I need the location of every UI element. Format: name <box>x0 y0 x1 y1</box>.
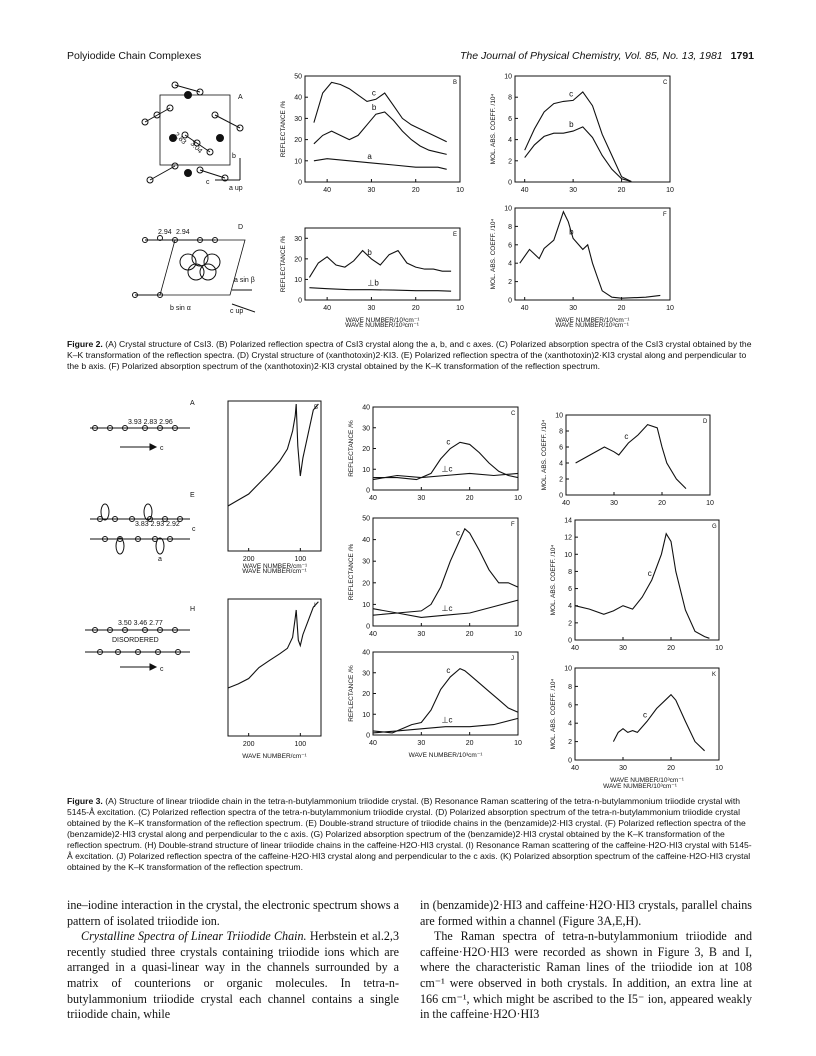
body-column-right <box>420 898 752 1023</box>
fig2-label-a: A <box>238 94 243 101</box>
y-tick-label-3K-8: 8 <box>568 683 572 691</box>
x-tick-label-3J-20: 20 <box>465 740 474 747</box>
y-tick-label-3G-4: 4 <box>568 603 572 611</box>
y-tick-label-2C-8: 8 <box>508 94 512 102</box>
series-line-2F-b <box>520 212 661 299</box>
y-tick-label-2F-0: 0 <box>508 297 512 305</box>
x-tick-label-2C-40: 40 <box>520 187 529 194</box>
x-tick-label-3J-30: 30 <box>417 740 426 747</box>
chart-3D <box>541 413 714 508</box>
y-tick-label-2B-40: 40 <box>294 94 302 102</box>
x-tick-label-2E-40: 40 <box>323 305 332 312</box>
series-label-3F-c: c <box>456 528 460 538</box>
y-tick-label-3G-14: 14 <box>564 517 572 525</box>
y-tick-label-2F-2: 2 <box>508 279 512 287</box>
y-axis-label-2C: MOL. ABS. COEFF. /10⁴ <box>490 93 497 165</box>
series-label-2E-b: b <box>367 247 372 257</box>
series-label-3G-c: c <box>647 569 652 578</box>
x-tick-label-2C-30: 30 <box>569 187 578 194</box>
y-tick-label-2F-10: 10 <box>504 205 512 213</box>
y-tick-label-3D-8: 8 <box>559 428 563 436</box>
panel-label-2E: E <box>453 232 458 238</box>
y-axis-label-3K: MOL. ABS. COEFF. /10⁴ <box>550 678 557 750</box>
figure2-caption-label: Figure 2. <box>67 339 103 349</box>
series-line-3F-c <box>373 529 518 613</box>
journal-citation: The Journal of Physical Chemistry, Vol. 85, No. 13, 1981 <box>460 50 723 62</box>
x-tick-label-2F-20: 20 <box>617 305 626 312</box>
y-tick-label-2C-2: 2 <box>508 158 512 166</box>
fig2-xlabel-left: WAVE NUMBER/10³cm⁻¹ <box>345 322 419 329</box>
series-label-3C-⊥c: ⊥c <box>441 464 453 474</box>
y-tick-label-2B-10: 10 <box>294 158 302 166</box>
fig3h-disordered: DISORDERED <box>112 637 159 644</box>
fig2a-structure <box>142 82 243 183</box>
paragraph-left-2-text: Herbstein et al.2,3 recently studied three crystals containing triiodide ions which are arranged in a quasi-linear way in the channels surrounded by a matrix of counterions or organic molecules. In tetra-n-butylammonium triiodide crystal each channel contains a single triiodide chain, while <box>67 929 399 1022</box>
y-tick-label-3J-20: 20 <box>362 691 370 698</box>
figure2-caption <box>67 339 753 372</box>
x-tick-label-3K-40: 40 <box>571 765 579 772</box>
chart-3I <box>228 599 321 760</box>
fig3e-structure <box>90 504 190 554</box>
chart-2B <box>280 74 464 195</box>
y-tick-label-2E-0: 0 <box>298 297 302 305</box>
x-tick-label-3C-20: 20 <box>465 495 474 502</box>
chart-3B <box>228 401 321 575</box>
x-tick-label-2B-10: 10 <box>456 187 464 194</box>
x-tick-label-3D-20: 20 <box>658 500 666 507</box>
y-tick-label-3C-40: 40 <box>362 404 370 412</box>
x-tick-label-3K-20: 20 <box>667 765 675 772</box>
series-line-2C-c <box>525 92 632 182</box>
y-tick-label-2B-50: 50 <box>294 73 302 81</box>
figure3-caption-text: (A) Structure of linear triiodide chain in the tetra-n-butylammonium triiodide crystal. (B) Resonance Raman scattering of the tetra-n-butylammonium triiodide crystal with 5145-Å excitation. (C) Polarized reflection spectra of the tetra-n-butylammonium triiodide crystal. (D) Polarized absorption spectrum of the tetra-n-butylammonium triiodide crystal obtained by the K–K transformation of the reflection spectrum. (E) Double-strand structure of triiodide chains in the (benzamide)2·HI3 crystal. (F) Polarized reflection spectra of the (benzamide)2·HI3 crystal along and perpendicular to the c axis. (G) Polarized absorption spectrum of the (benzamide)2·HI3 crystal obtained by the K–K transformation of the reflection spectrum. (H) Double-strand structure of linear triiodide chains in the caffeine·H2O·HI3 crystal. (I) Resonance Raman scattering of the caffeine·H2O·HI3 crystal with 5145-Å excitation. (J) Polarized reflection spectra of the caffeine·H2O·HI3 crystal along and perpendicular to the c axis. (K) Polarized absorption spectrum of the caffeine·H2O·HI3 crystal obtained by the K–K transformation of the reflection spectrum. <box>67 796 752 872</box>
series-line-3C-⊥c <box>373 473 518 479</box>
panel-label-3F: F <box>511 522 515 528</box>
fig2d-asin: a sin β <box>234 277 255 284</box>
x-tick-label-3F-20: 20 <box>465 631 474 638</box>
y-tick-label-3K-10: 10 <box>564 665 572 673</box>
panel-label-3K: K <box>712 672 717 678</box>
y-axis-label-3D: MOL. ABS. COEFF. /10⁴ <box>541 419 548 491</box>
y-tick-label-3K-0: 0 <box>568 757 572 765</box>
y-tick-label-3D-10: 10 <box>555 412 563 420</box>
chart-3G <box>550 518 723 653</box>
x-axis-label-3K: WAVE NUMBER/10³cm⁻¹ <box>610 777 684 784</box>
y-tick-label-3G-8: 8 <box>568 568 572 576</box>
y-tick-label-3J-10: 10 <box>362 711 370 719</box>
x-tick-label-3G-40: 40 <box>571 645 579 652</box>
fig3h-structure <box>85 628 190 671</box>
fig3h-dists: 3.50 3.46 2.77 <box>118 620 163 627</box>
x-tick-label-2E-20: 20 <box>411 305 420 312</box>
y-tick-label-3G-0: 0 <box>568 637 572 645</box>
running-header-left: Polyiodide Chain Complexes <box>67 50 202 62</box>
y-tick-label-3F-0: 0 <box>366 623 370 631</box>
chart-frame-3I <box>228 599 321 736</box>
y-tick-label-3F-50: 50 <box>362 515 370 523</box>
panel-label-3D: D <box>703 419 708 425</box>
x-tick-label-2C-10: 10 <box>666 187 674 194</box>
y-tick-label-3F-30: 30 <box>362 558 370 566</box>
y-axis-label-3F: REFLECTANCE /% <box>348 543 355 601</box>
y-tick-label-2F-4: 4 <box>508 260 512 268</box>
x-tick-label-3I-100: 100 <box>294 741 307 748</box>
paragraph-left-1: ine–iodine interaction in the crystal, the electronic spectrum shows a pattern of isolated triiodide ion. <box>67 898 399 928</box>
y-tick-label-3D-0: 0 <box>559 492 563 500</box>
fig2d-cup: c up <box>230 308 244 315</box>
paragraph-right-2: The Raman spectra of tetra-n-butylammonium triiodide and caffeine·H2O·HI3 were recorded as shown in Figure 3, B and I, where the characteristic Raman lines of the triiodide ion at 108 cm⁻¹ were observed in both crystals. In addition, an extra line at 166 cm⁻¹, which might be ascribed to the I5⁻ ion, appeared weakly in the caffeine·H2O·HI3 <box>420 929 752 1022</box>
y-tick-label-3C-10: 10 <box>362 466 370 474</box>
paragraph-right-1: in (benzamide)2·HI3 and caffeine·H2O·HI3 crystals, parallel chains are formed within a channel (Figure 3A,E,H). <box>420 898 752 928</box>
y-tick-label-3D-2: 2 <box>559 476 563 484</box>
fig3e-axis: c <box>192 526 196 533</box>
figure3-caption <box>67 796 753 873</box>
fig2a-dist2: 3.04 <box>188 140 204 156</box>
y-tick-label-2E-10: 10 <box>294 276 302 284</box>
x-tick-label-2F-10: 10 <box>666 305 674 312</box>
series-label-3C-c: c <box>446 437 451 447</box>
figure3-caption-label: Figure 3. <box>67 796 103 806</box>
series-label-2B-c: c <box>371 88 376 98</box>
fig3a-dists: 3.93 2.83 2.96 <box>128 419 173 426</box>
fig3-raman-xlabel-b: WAVE NUMBER/cm⁻¹ <box>242 563 308 570</box>
y-tick-label-2B-20: 20 <box>294 137 302 145</box>
x-tick-label-3F-30: 30 <box>417 631 426 638</box>
series-label-2E-⊥b: ⊥b <box>367 278 379 288</box>
y-tick-label-2E-30: 30 <box>294 235 302 243</box>
x-tick-label-3D-10: 10 <box>706 500 714 507</box>
chart-frame-2B <box>305 76 460 182</box>
series-line-2B-c <box>314 82 447 141</box>
chart-frame-3K <box>575 668 719 760</box>
series-line-2E-b <box>309 251 451 278</box>
x-tick-label-3G-30: 30 <box>619 645 627 652</box>
series-label-3K-c: c <box>643 710 647 720</box>
y-tick-label-2F-6: 6 <box>508 242 512 250</box>
chart-3J <box>348 650 522 760</box>
x-tick-label-2B-40: 40 <box>323 187 332 194</box>
x-tick-label-3B-100: 100 <box>294 556 307 563</box>
y-tick-label-3D-6: 6 <box>559 444 563 452</box>
chart-3F <box>348 516 522 639</box>
y-tick-label-2B-30: 30 <box>294 115 302 123</box>
x-axis-label-2E: WAVE NUMBER/10³cm⁻¹ <box>345 317 420 324</box>
x-tick-label-3C-40: 40 <box>369 495 377 502</box>
panel-label-2B: B <box>453 80 458 86</box>
y-axis-label-3J: REFLECTANCE /% <box>348 665 355 722</box>
series-line-2B-b <box>314 112 447 154</box>
x-tick-label-3C-10: 10 <box>514 495 522 502</box>
y-tick-label-3G-6: 6 <box>568 586 572 594</box>
panel-label-3C: C <box>511 411 516 417</box>
series-line-3I-raman <box>228 602 318 688</box>
y-tick-label-2C-6: 6 <box>508 115 512 123</box>
panel-label-3I: I <box>314 603 316 609</box>
section-heading: Crystalline Spectra of Linear Triiodide Chain. <box>81 929 307 944</box>
x-tick-label-3G-10: 10 <box>715 645 723 652</box>
series-line-3B-raman <box>228 404 318 506</box>
y-tick-label-3J-0: 0 <box>366 732 370 740</box>
y-tick-label-3F-20: 20 <box>362 580 370 588</box>
y-tick-label-2B-0: 0 <box>298 179 302 187</box>
x-tick-label-3B-200: 200 <box>242 556 255 563</box>
fig2a-axis-c: c <box>206 179 210 186</box>
series-line-3D-c <box>576 425 686 489</box>
chart-2E <box>280 228 464 324</box>
y-tick-label-3J-40: 40 <box>362 649 370 657</box>
x-tick-label-2F-30: 30 <box>569 305 578 312</box>
x-tick-label-3I-200: 200 <box>242 741 255 748</box>
series-label-2C-b: b <box>569 120 574 130</box>
y-axis-label-3G: MOL. ABS. COEFF. /10⁴ <box>550 544 557 616</box>
x-axis-label-3B: WAVE NUMBER/cm⁻¹ <box>242 568 307 575</box>
panel-label-2C: C <box>663 80 668 86</box>
series-line-2B-a <box>314 159 447 170</box>
series-label-2F-b: b <box>569 227 574 237</box>
x-tick-label-3D-30: 30 <box>610 500 618 507</box>
chart-frame-3G <box>575 520 719 640</box>
x-tick-label-3F-40: 40 <box>369 631 377 638</box>
y-axis-label-3C: REFLECTANCE /% <box>348 420 355 477</box>
fig3e-lbl: a <box>158 556 162 563</box>
x-tick-label-3J-10: 10 <box>514 740 522 747</box>
chart-3C <box>348 405 522 503</box>
fig3a-structure <box>90 426 190 451</box>
fig2d-dist1: 2.94 <box>158 229 172 236</box>
y-tick-label-3C-30: 30 <box>362 425 370 433</box>
chart-frame-2F <box>515 208 670 300</box>
fig2a-axis-b: b <box>232 153 236 160</box>
x-tick-label-2B-30: 30 <box>367 187 376 194</box>
fig3-xlabel-k: WAVE NUMBER/10³cm⁻¹ <box>603 783 677 790</box>
fig2-xlabel-right: WAVE NUMBER/10³cm⁻¹ <box>555 322 629 329</box>
chart-frame-2C <box>515 76 670 182</box>
x-tick-label-2E-10: 10 <box>456 305 464 312</box>
series-label-2B-b: b <box>371 103 377 113</box>
x-tick-label-3K-30: 30 <box>619 765 627 772</box>
x-tick-label-3J-40: 40 <box>369 740 377 747</box>
chart-2C <box>490 74 674 195</box>
series-line-2E-⊥b <box>309 288 451 292</box>
y-tick-label-3K-4: 4 <box>568 720 572 728</box>
y-tick-label-2C-10: 10 <box>504 73 512 81</box>
x-tick-label-3K-10: 10 <box>715 765 723 772</box>
series-label-3D-c: c <box>624 432 629 441</box>
chart-2F <box>490 206 674 325</box>
y-tick-label-3F-10: 10 <box>362 601 370 609</box>
y-tick-label-2E-20: 20 <box>294 256 302 264</box>
body-column-left <box>67 898 399 1023</box>
y-tick-label-3G-2: 2 <box>568 620 572 628</box>
series-label-2B-a: a <box>367 151 372 161</box>
paragraph-left-2 <box>67 929 399 1023</box>
fig3-label-h: H <box>190 606 196 613</box>
y-tick-label-3C-0: 0 <box>366 487 370 495</box>
chart-frame-3D <box>566 415 710 495</box>
figure2-caption-text: (A) Crystal structure of CsI3. (B) Polarized reflection spectra of CsI3 crystal along the a, b, and c axes. (C) Polarized absorption spectra of the CsI3 crystal obtained by the K–K transformation of the reflection spectra. (D) Crystal structure of (xanthotoxin)2·KI3. (E) Polarized reflection spectra of the (xanthotoxin)2·KI3 crystal along and perpendicular to the b axis. (F) Polarized absorption spectrum of the (xanthotoxin)2·KI3 crystal obtained by the K–K transformation of the reflection spectrum. <box>67 339 752 371</box>
fig3-label-e: E <box>190 492 195 499</box>
x-axis-label-2F: WAVE NUMBER/10³cm⁻¹ <box>555 317 630 324</box>
y-tick-label-3G-10: 10 <box>564 551 572 559</box>
x-tick-label-2B-20: 20 <box>411 187 420 194</box>
x-tick-label-2C-20: 20 <box>617 187 626 194</box>
y-tick-label-3J-30: 30 <box>362 670 370 678</box>
x-tick-label-2F-40: 40 <box>520 305 529 312</box>
y-axis-label-2F: MOL. ABS. COEFF. /10⁴ <box>490 218 497 290</box>
y-tick-label-3K-6: 6 <box>568 702 572 710</box>
x-tick-label-2E-30: 30 <box>367 305 376 312</box>
x-tick-label-3D-40: 40 <box>562 500 570 507</box>
fig2d-structure <box>133 236 256 313</box>
y-tick-label-2C-4: 4 <box>508 137 512 145</box>
fig3a-axis: c <box>160 445 164 452</box>
panel-label-3B: B <box>314 405 319 411</box>
y-tick-label-2C-0: 0 <box>508 179 512 187</box>
x-axis-label-3J: WAVE NUMBER/10³cm⁻¹ <box>408 752 483 759</box>
series-line-2C-b <box>525 127 632 182</box>
fig2d-bsin: b sin α <box>170 305 191 312</box>
y-axis-label-2E: REFLECTANCE /% <box>280 235 287 293</box>
fig2d-dist2: 2.94 <box>176 229 190 236</box>
x-tick-label-3C-30: 30 <box>417 495 426 502</box>
series-label-2C-c: c <box>569 89 574 99</box>
fig2a-a-up: a up <box>229 185 243 192</box>
series-label-3J-⊥c: ⊥c <box>441 715 453 725</box>
series-line-3C-c <box>373 442 518 479</box>
y-tick-label-3G-12: 12 <box>564 534 572 542</box>
x-tick-label-3G-20: 20 <box>667 645 675 652</box>
series-label-3F-⊥c: ⊥c <box>441 604 453 614</box>
series-line-3G-c <box>575 534 709 639</box>
chart-3K <box>550 666 723 785</box>
series-line-3K-c <box>613 695 704 751</box>
page-number: 1791 <box>730 50 754 62</box>
fig3e-dists: 3.83 2.93 2.92 <box>135 521 180 528</box>
y-tick-label-3C-20: 20 <box>362 446 370 453</box>
x-tick-label-3F-10: 10 <box>514 631 522 638</box>
panel-label-3G: G <box>712 524 717 530</box>
fig3h-axis: c <box>160 666 164 673</box>
y-tick-label-3F-40: 40 <box>362 537 370 545</box>
panel-label-3J: J <box>511 656 514 662</box>
fig2-label-d: D <box>238 224 244 231</box>
chart-frame-3B <box>228 401 321 551</box>
x-axis-label-3I: WAVE NUMBER/cm⁻¹ <box>242 753 307 760</box>
fig2a-dist1: 2.83 <box>172 131 188 147</box>
y-tick-label-3D-4: 4 <box>559 460 563 468</box>
fig3-label-a: A <box>190 400 195 407</box>
panel-label-2F: F <box>663 212 667 218</box>
series-label-3J-c: c <box>446 665 451 675</box>
y-tick-label-3K-2: 2 <box>568 739 572 747</box>
y-axis-label-2B: REFLECTANCE /% <box>280 100 287 158</box>
y-tick-label-2F-8: 8 <box>508 223 512 231</box>
